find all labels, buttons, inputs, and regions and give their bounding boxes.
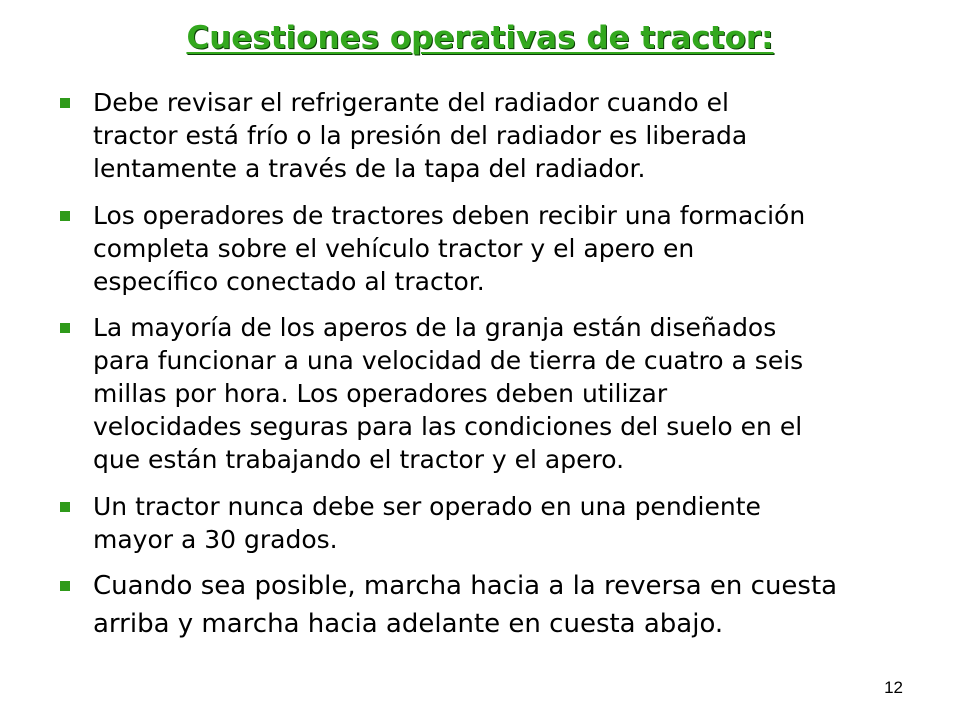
page-number: 12: [884, 678, 903, 697]
square-bullet-icon: [60, 98, 70, 108]
bullet-text: Cuando sea posible, marcha hacia a la reversa en cuesta arriba y marcha hacia adelante en cuesta abajo.: [93, 571, 838, 639]
slide-title: Cuestiones operativas de tractor:: [186, 20, 774, 56]
square-bullet-icon: [60, 502, 70, 512]
square-bullet-icon: [60, 581, 70, 591]
square-bullet-icon: [60, 211, 70, 221]
bullet-text: Debe revisar el refrigerante del radiador cuando el tractor está frío o la presión del radiador es liberada lentamente a través de la tapa del radiador.: [93, 88, 748, 183]
square-bullet-icon: [60, 323, 70, 333]
bullet-text: Los operadores de tractores deben recibir una formación completa sobre el vehículo tractor y el apero en específico conectado al tractor.: [93, 201, 806, 296]
bullet-text: La mayoría de los aperos de la granja están diseñados para funcionar a una velocidad de tierra de cuatro a seis millas por hora. Los operadores deben utilizar velocidades seguras para las condiciones del suelo en el que están trabajando el tractor y el apero.: [93, 313, 804, 474]
bullet-text: Un tractor nunca debe ser operado en una pendiente mayor a 30 grados.: [93, 492, 761, 554]
